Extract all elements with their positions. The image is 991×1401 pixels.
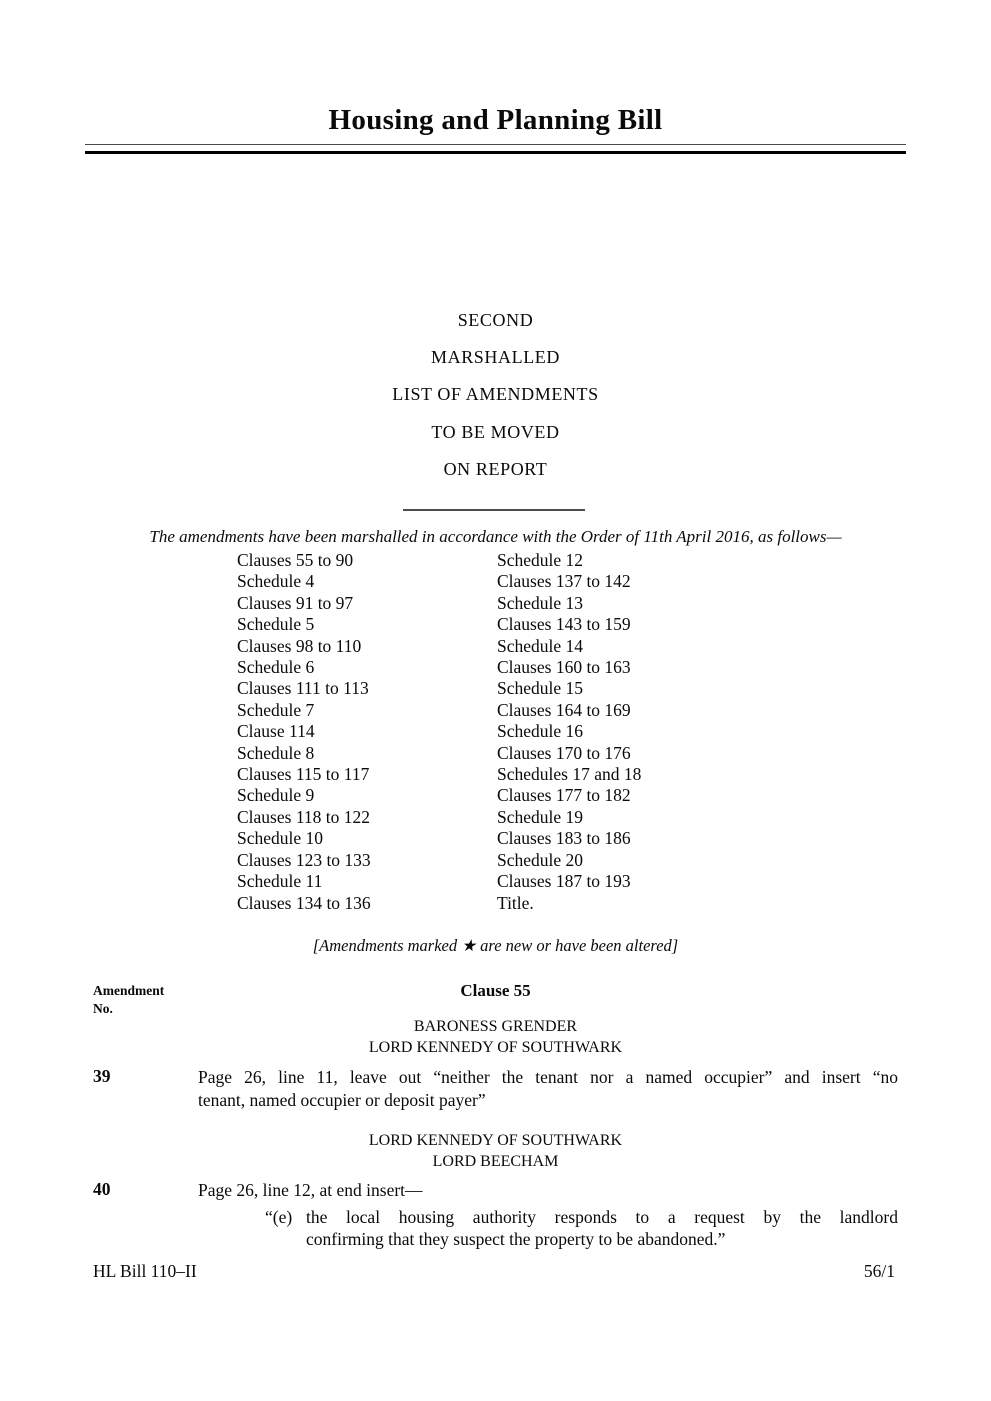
sponsor-name: BARONESS GRENDER [413,1018,578,1035]
order-item: Clauses 160 to 163 [497,657,631,678]
order-item: Schedule 9 [237,785,315,806]
order-item: Schedule 19 [497,806,584,827]
sponsor-name: LORD BEECHAM [432,1153,559,1170]
order-item: Title. [497,892,534,913]
order-item: Schedule 12 [497,550,584,570]
page-footer [93,1261,895,1282]
amendment-text-line: tenant, named occupier or deposit payer” [198,1089,486,1110]
marshalling-note: The amendments have been marshalled in accordance with the Order of 11th April 2016, as follows— [149,527,842,546]
document-heading [0,302,991,488]
sheet-number: 56/1 [863,1261,895,1281]
amendment-39-sponsors [0,1016,991,1058]
amendment-text [198,1066,898,1111]
marshalling-order-list [237,550,641,914]
heading-line: TO BE MOVED [431,421,560,442]
amendment-40 [0,1179,991,1251]
star-legend-note: [Amendments marked ★ are new or have been altered] [312,936,679,955]
order-item: Clauses 170 to 176 [497,742,631,763]
order-item: Schedule 6 [237,657,315,678]
amendment-number: 40 [93,1179,111,1199]
order-item: Clauses 118 to 122 [237,806,371,827]
order-item: Clauses 187 to 193 [497,871,631,892]
order-column-right [497,550,641,914]
bill-title: Housing and Planning Bill [328,104,663,136]
title-double-rule [85,144,906,154]
amendment-39 [0,1066,991,1111]
order-item: Clauses 91 to 97 [237,592,354,613]
order-item: Schedule 8 [237,742,315,763]
amendment-40-sponsors [0,1130,991,1172]
inserted-paragraph [198,1206,898,1251]
amendment-no-label-line: Amendment [93,983,165,998]
clause-header [0,981,991,1016]
order-item: Clauses 137 to 142 [497,571,631,592]
inserted-paragraph-label: “(e) [265,1206,293,1227]
order-item: Schedule 5 [237,614,315,635]
section-divider [403,509,585,511]
heading-line: LIST OF AMENDMENTS [392,384,599,405]
order-item: Schedules 17 and 18 [497,764,642,785]
inserted-paragraph-line: the local housing authority responds to a request by the landlord [306,1206,898,1227]
sponsor-name: LORD KENNEDY OF SOUTHWARK [368,1039,623,1056]
order-item: Clauses 134 to 136 [237,892,371,913]
order-item: Clauses 143 to 159 [497,614,631,635]
inserted-paragraph-line: confirming that they suspect the property to be abandoned.” [306,1229,726,1249]
order-item: Schedule 16 [497,721,584,742]
order-item: Schedule 7 [237,699,315,720]
order-item: Clauses 123 to 133 [237,849,371,870]
order-item: Clauses 55 to 90 [237,550,354,570]
clause-heading: Clause 55 [460,981,531,1000]
order-item: Clause 114 [237,721,315,742]
amendment-no-label-line: No. [93,1000,113,1016]
amendment-no-column-label [93,982,164,1017]
order-item: Clauses 164 to 169 [497,699,631,720]
bill-reference: HL Bill 110–II [93,1261,197,1281]
heading-line: ON REPORT [443,458,548,479]
amendment-number: 39 [93,1066,111,1086]
order-item: Schedule 15 [497,678,584,699]
amendment-text-line: Page 26, line 12, at end insert— [198,1180,423,1200]
order-item: Schedule 20 [497,849,584,870]
order-item: Schedule 14 [497,635,584,656]
sponsor-name: LORD KENNEDY OF SOUTHWARK [368,1132,623,1149]
order-column-left [237,550,497,914]
order-item: Schedule 10 [237,828,324,849]
order-item: Clauses 115 to 117 [237,764,370,785]
order-item: Schedule 13 [497,592,584,613]
order-item: Clauses 183 to 186 [497,828,631,849]
heading-line: MARSHALLED [430,347,560,368]
order-item: Clauses 98 to 110 [237,635,362,656]
order-item: Schedule 4 [237,571,315,592]
order-item: Schedule 11 [237,871,323,892]
amendment-text [198,1179,898,1251]
heading-line: SECOND [457,310,534,330]
amendment-text-line: Page 26, line 11, leave out “neither the tenant nor a named occupier” and insert “no [198,1067,898,1087]
order-item: Clauses 177 to 182 [497,785,631,806]
order-item: Clauses 111 to 113 [237,678,369,699]
